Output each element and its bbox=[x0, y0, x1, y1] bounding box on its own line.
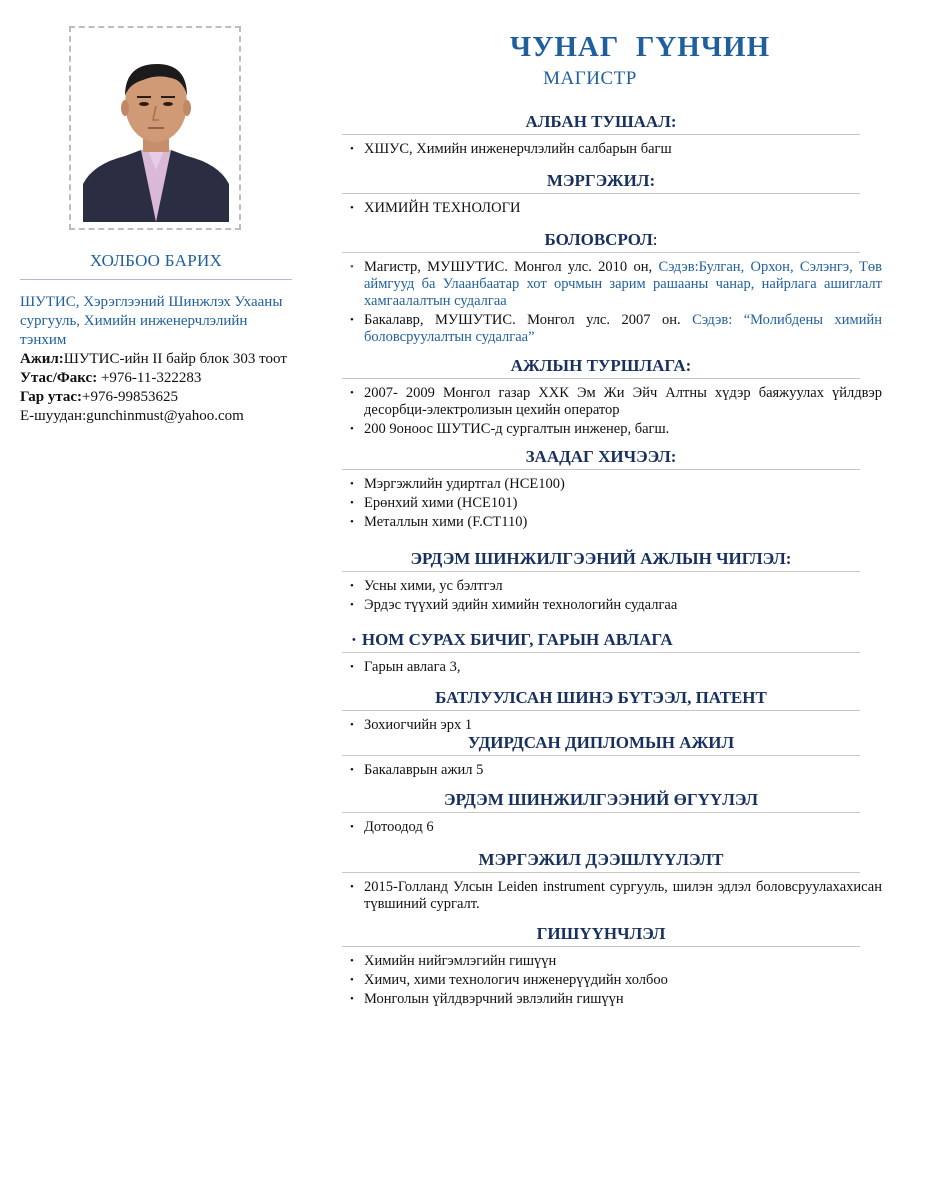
section-title: АЖЛЫН ТУРШЛАГА: bbox=[342, 356, 860, 379]
section-position bbox=[342, 112, 860, 160]
section-courses bbox=[342, 447, 860, 533]
bullet-icon: • bbox=[350, 143, 354, 155]
section-title: МЭРГЭЖИЛ ДЭЭШЛҮҮЛЭЛТ bbox=[342, 850, 860, 873]
list-item: • Бакалаврын ажил 5 bbox=[350, 762, 484, 778]
bullet-icon: • bbox=[350, 881, 354, 893]
contact-mobile bbox=[20, 388, 295, 407]
list-item: • Гарын авлага 3, bbox=[350, 659, 461, 675]
list-item: • Эрдэс түүхий эдийн химийн технологийн судалгаа bbox=[350, 597, 678, 613]
section-title: ЭРДЭМ ШИНЖИЛГЭЭНИЙ АЖЛЫН ЧИГЛЭЛ: bbox=[342, 549, 860, 572]
bullet-icon: • bbox=[352, 634, 356, 646]
section-title: БАТЛУУЛСАН ШИНЭ БҮТЭЭЛ, ПАТЕНТ bbox=[342, 688, 860, 711]
section-thesis bbox=[342, 733, 860, 781]
work-value: ШУТИС-ийн II байр блок 303 тоот bbox=[63, 351, 287, 367]
contact-divider bbox=[20, 279, 292, 280]
bullet-icon: • bbox=[350, 516, 354, 528]
list-item: • Химич, хими технологич инженерүүдийн холбоо bbox=[350, 972, 668, 988]
bullet-icon: • bbox=[350, 993, 354, 1005]
bullet-icon: • bbox=[350, 478, 354, 490]
section-experience bbox=[342, 356, 882, 440]
bullet-icon: • bbox=[350, 599, 354, 611]
bullet-icon: • bbox=[350, 580, 354, 592]
section-education bbox=[342, 230, 882, 348]
section-patents bbox=[342, 688, 860, 736]
list-item: • Магистр, МУШУТИС. Монгол улс. 2010 он, Сэдэв:Булган, Орхон, Сэлэнгэ, Төв аймгууд ба Улаанбаатар хот орчмын зарим рашааны чанар, найрлага ашиглалт хамгаалалтын судалгаа bbox=[350, 259, 882, 309]
section-title: АЛБАН ТУШААЛ: bbox=[342, 112, 860, 135]
section-membership bbox=[342, 924, 860, 1010]
person-name: ЧУНАГ ГҮНЧИН bbox=[509, 31, 771, 63]
profile-photo bbox=[83, 52, 229, 222]
section-title: МЭРГЭЖИЛ: bbox=[342, 171, 860, 194]
contact-info bbox=[20, 293, 295, 426]
list-item: • Монголын үйлдвэрчний эвлэлийн гишүүн bbox=[350, 991, 624, 1007]
list-item: • Металлын хими (F.CT110) bbox=[350, 514, 528, 530]
list-item: • ХШУС, Химийн инженерчлэлийн салбарын багш bbox=[350, 141, 672, 157]
contact-title: ХОЛБОО БАРИХ bbox=[89, 251, 223, 270]
mobile-value: +976-99853625 bbox=[82, 389, 178, 405]
bullet-icon: • bbox=[350, 821, 354, 833]
section-title: ЭРДЭМ ШИНЖИЛГЭЭНИЙ ӨГҮҮЛЭЛ bbox=[342, 790, 860, 813]
list-item: • Химийн нийгэмлэгийн гишүүн bbox=[350, 953, 557, 969]
phone-label: Утас/Факс: bbox=[20, 370, 98, 386]
section-title: • НОМ СУРАХ БИЧИГ, ГАРЫН АВЛАГА bbox=[342, 630, 860, 653]
section-title: ГИШҮҮНЧЛЭЛ bbox=[342, 924, 860, 947]
education-topic: Сэдэв:Булган, Орхон, Сэлэнгэ, Төв аймгууд ба Улаанбаатар хот орчмын зарим рашааны чанар, найрлага ашиглалт хамгаалалтын судалгаа bbox=[364, 259, 882, 309]
section-title: БОЛОВСРОЛ: bbox=[342, 230, 860, 253]
contact-email[interactable]: E-шуудан:gunchinmust@yahoo.com bbox=[20, 408, 244, 424]
bullet-icon: • bbox=[350, 261, 354, 273]
photo-frame bbox=[69, 26, 241, 230]
list-item: • Бакалавр, МУШУТИС. Монгол улс. 2007 он. Сэдэв: “Молибдены химийн боловсруулалтын судалгаа” bbox=[350, 312, 882, 345]
phone-value: +976-11-322283 bbox=[97, 370, 202, 386]
bullet-icon: • bbox=[350, 974, 354, 986]
section-papers bbox=[342, 790, 860, 838]
bullet-icon: • bbox=[350, 314, 354, 326]
mobile-label: Гар утас: bbox=[20, 389, 83, 405]
list-item: • Усны хими, ус бэлтгэл bbox=[350, 578, 503, 594]
bullet-icon: • bbox=[350, 423, 354, 435]
section-research bbox=[342, 549, 860, 616]
bullet-icon: • bbox=[350, 955, 354, 967]
bullet-icon: • bbox=[350, 661, 354, 673]
contact-organization: ШУТИС, Хэрэглээний Шинжлэх Ухааны сургууль, Химийн инженерчлэлийн тэнхим bbox=[20, 294, 283, 348]
bullet-icon: • bbox=[350, 497, 354, 509]
list-item: • Ерөнхий хими (НСЕ101) bbox=[350, 495, 518, 511]
list-item: • Мэргэжлийн удиртгал (НСЕ100) bbox=[350, 476, 565, 492]
list-item: • 200 9оноос ШУТИС-д сургалтын инженер, багш. bbox=[350, 421, 670, 437]
bullet-icon: • bbox=[350, 764, 354, 776]
work-label: Ажил: bbox=[20, 351, 64, 367]
contact-phone bbox=[20, 369, 295, 388]
section-training bbox=[342, 850, 882, 915]
section-title: УДИРДСАН ДИПЛОМЫН АЖИЛ bbox=[342, 733, 860, 756]
bullet-icon: • bbox=[350, 202, 354, 214]
list-item: • 2007- 2009 Монгол газар ХХК Эм Жи Эйч Алтны хүдэр баяжуулах үйлдвэр десорбци-электролизын цехийн оператор bbox=[350, 385, 882, 418]
list-item: • 2015-Голланд Улсын Leiden instrument сургууль, шилэн эдлэл боловсруулахахисан түвшиний сургалт. bbox=[350, 879, 882, 912]
education-topic: Сэдэв: “Молибдены химийн боловсруулалтын судалгаа” bbox=[364, 312, 882, 345]
list-item: • ХИМИЙН ТЕХНОЛОГИ bbox=[350, 200, 521, 216]
section-profession bbox=[342, 171, 860, 219]
person-degree: МАГИСТР bbox=[543, 68, 637, 89]
list-item: • Дотоодод 6 bbox=[350, 819, 434, 835]
section-title: ЗААДАГ ХИЧЭЭЛ: bbox=[342, 447, 860, 470]
list-item: • Зохиогчийн эрх 1 bbox=[350, 717, 473, 733]
bullet-icon: • bbox=[350, 387, 354, 399]
contact-work-address bbox=[20, 350, 295, 369]
section-books bbox=[342, 630, 860, 678]
bullet-icon: • bbox=[350, 719, 354, 731]
